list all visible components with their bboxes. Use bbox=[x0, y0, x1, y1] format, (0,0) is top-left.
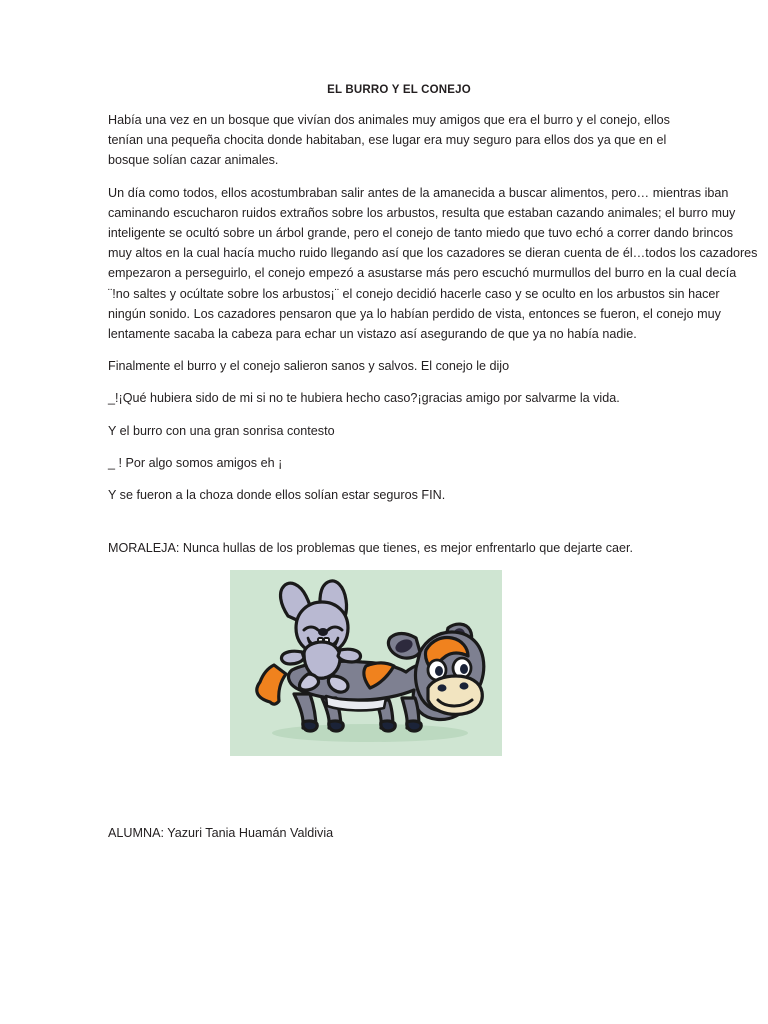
donkey-nostril-right bbox=[460, 682, 469, 689]
rabbit-nose bbox=[318, 628, 328, 636]
closing-line-4: _ ! Por algo somos amigos eh ¡ bbox=[108, 455, 283, 470]
document-body bbox=[108, 84, 760, 517]
page-title: EL BURRO Y EL CONEJO bbox=[327, 84, 471, 96]
closing-line-1: Finalmente el burro y el conejo salieron sanos y salvos. El conejo le dijo bbox=[108, 359, 510, 374]
donkey-hoof-4 bbox=[407, 721, 421, 731]
closing-line-3: Y el burro con una gran sonrisa contesto bbox=[108, 423, 335, 438]
alumna-text: ALUMNA: Yazuri Tania Huamán Valdivia bbox=[108, 825, 334, 840]
closing-line-5: Y se fueron a la choza donde ellos solían estar seguros FIN. bbox=[108, 488, 446, 503]
rabbit-arm-left bbox=[281, 651, 304, 664]
paragraph-2: Un día como todos, ellos acostumbraban salir antes de la amanecida a buscar alimentos, pero… mientras iban caminando escucharon ruidos extraños sobre los arbustos, resulta que estaban cazando animales; el burro muy inteligente se ocultó sobre un árbol grande, pero el conejo de tanto miedo que tuvo echó a correr dando brincos muy altos en la cual hacía mucho ruido llegando así que los cazadores se dieran cuenta de él…todos los cazadores empezaron a perseguirlo, el conejo empezó a asustarse más pero escuchó murmullos del burro en la cual decía ¨!no saltes y ocúltate sobre los arbustos¡¨ el conejo decidió hacerle caso y se oculto en los arbustos sin hacer ningún sonido. Los cazadores pensaron que ya lo habían perdido de vista, entonces se fueron, el conejo muy lentamente sacaba la cabeza para echar un vistazo así asegurando de que ya no había nadie. bbox=[108, 185, 758, 342]
donkey-hoof-2 bbox=[329, 721, 343, 731]
moraleja-text: MORALEJA: Nunca hullas de los problemas que tienes, es mejor enfrentarlo que dejarte caer. bbox=[108, 541, 634, 555]
donkey-muzzle bbox=[428, 676, 482, 714]
donkey-nostril-left bbox=[438, 684, 447, 691]
illustration-donkey-and-rabbit bbox=[230, 570, 502, 756]
ground-shadow-ellipse bbox=[272, 724, 468, 742]
donkey-hoof-3 bbox=[381, 721, 395, 731]
closing-line-2: _!¡Qué hubiera sido de mi si no te hubiera hecho caso?¡gracias amigo por salvarme la vida. bbox=[108, 391, 620, 406]
rabbit-foot-right bbox=[328, 676, 348, 692]
paragraph-1: Había una vez en un bosque que vivían dos animales muy amigos que era el burro y el conejo, ellos tenían una pequeña chocita donde habitaban, ese lugar era muy seguro para ellos dos ya que en el bosque solían cazar animales. bbox=[108, 113, 670, 168]
rabbit-arm-right bbox=[338, 649, 361, 662]
donkey-rabbit-illustration-svg bbox=[230, 570, 502, 756]
donkey-pupil-right bbox=[460, 664, 468, 674]
donkey-pupil-left bbox=[435, 666, 443, 676]
donkey-hoof-1 bbox=[303, 721, 317, 731]
